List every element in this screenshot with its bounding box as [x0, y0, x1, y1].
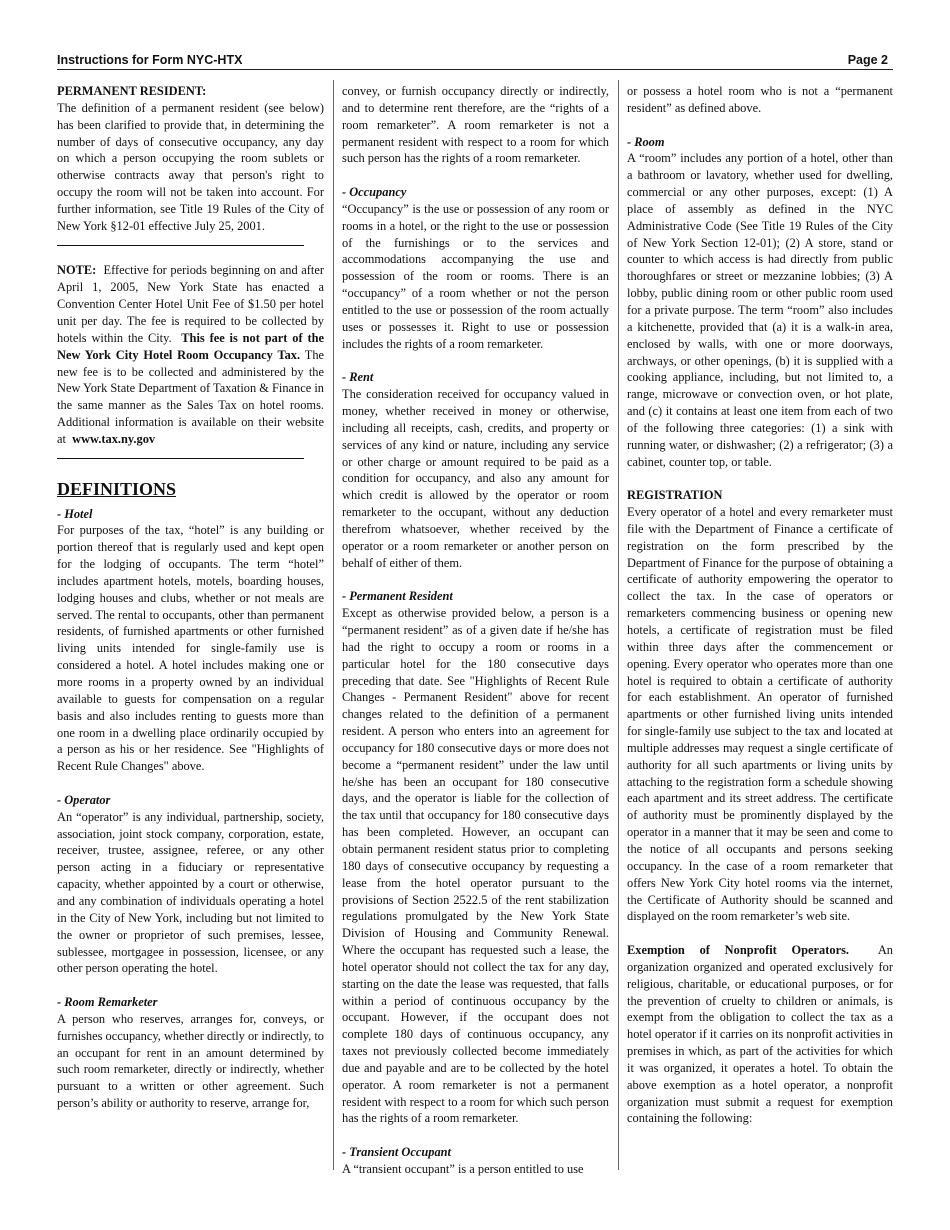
- room-remarketer-heading: - Room Remarketer: [57, 995, 158, 1010]
- transient-occupant-continued: or possess a hotel room who is not a “permanent resident” as defined above.: [627, 84, 893, 115]
- note-bold-text: This fee is not part of the New York City Hotel Room Occupancy Tax.: [57, 330, 324, 362]
- page-number: Page 2: [847, 53, 888, 67]
- room-remarketer-definition: A person who reserves, arranges for, conveys, or furnishes occupancy, whether directly or indirectly, to an occupant for rent in an amount determined by such room remarketer, directly or indirectly, whether pursuant to a written or other agreement. Such person’s ability or authority to reserve, arrange for,: [57, 1011, 324, 1111]
- section-rule: [57, 458, 304, 459]
- note-text-continued: The new fee is to be collected and administered by the New York State Department of Taxation & Finance in the same manner as the Sales Tax on hotel rooms. Additional information is available on their website at: [57, 347, 325, 446]
- note-paragraph: [57, 262, 324, 447]
- form-title: Instructions for Form NYC-HTX: [57, 53, 243, 67]
- permanent-resident-heading: PERMANENT RESIDENT:: [57, 84, 207, 98]
- tax-website-link[interactable]: www.tax.ny.gov: [72, 431, 156, 446]
- hotel-heading: - Hotel: [57, 506, 93, 521]
- room-definition: A “room” includes any portion of a hotel, other than a bathroom or lavatory, whether used for dwelling, commercial or any other purposes, except: (1) A place of assembly as defined in the NYC Administrative Code (See Title 19 Rules of the City of New York Section 12-01); (2) A store, stand or counter to which access is had directly from public thoroughfares or street or mezzanine lobbies; (3) A lobby, public dining room or other public room used for a private purpose. The term “room” also includes a kitchenette, provided that (a) it is a walk-in area, enclosed by walls, with one or more doorways, archways, or other openings, (b) it is supplied with a cooking appliance, including, but not limited to, a range, microwave or convection oven, or hot plate, and (c) it contains at least one item from each of two of the following three categories: (1) a sink with running water, or dishwasher; (2) a refrigerator; (3) a cabinet, counter top, or table.: [627, 151, 893, 469]
- operator-heading: - Operator: [57, 792, 111, 807]
- operator-definition: An “operator” is any individual, partnership, society, association, joint stock company, corporation, estate, receiver, trustee, assignee, referee, or any other person acting in a fiduciary or representative capacity, whether appointed by a court or otherwise, and any combination of individuals operating a hotel in the City of New York, including but not limited to the owner or proprietor of such premises, lessee, sublessee, mortgagee in possession, licensee, or any other person operating the hotel.: [57, 809, 324, 976]
- exemption-heading: Exemption of Nonprofit Operators.: [627, 943, 849, 958]
- occupancy-definition: “Occupancy” is the use or possession of any room or rooms in a hotel, or the right to the use or possession of the furnishings or to the services and accommodations accompanying the use and possession of the room or rooms. There is an “occupancy” of a room whether or not the person entitled to the use or possession of the room actually uses or possesses it. Right to use or possession includes the rights of a room remarketer.: [342, 201, 609, 351]
- section-rule: [57, 245, 304, 246]
- room-heading: - Room: [627, 134, 665, 149]
- rent-definition: The consideration received for occupancy valued in money, whether received in money or otherwise, including all receipts, cash, credits, and property or services of any kind or nature, including any service or other charge or amount required to be paid as a condition for occupancy, and also any amount for which credit is allowed by the operator or room remarketer to the occupant, without any deduction therefrom whatsoever, whether received by the operator or a room remarketer or another person on behalf of either of them.: [342, 387, 609, 570]
- note-text: Effective for periods beginning on and after April 1, 2005, New York State has enacted a Convention Center Hotel Unit Fee of $1.50 per hotel unit per day. The fee is required to be collected by hotels within the City.: [57, 263, 324, 345]
- permanent-resident-def-heading: - Permanent Resident: [342, 589, 453, 604]
- note-label: NOTE:: [57, 263, 97, 278]
- column-3: [627, 83, 893, 1127]
- header-rule: [57, 69, 893, 70]
- room-remarketer-continued: convey, or furnish occupancy directly or indirectly, and to determine rent therefore, are the “rights of a room remarketer”. A room remarketer is not a permanent resident with respect to a room for which such person has the rights of a room remarketer.: [342, 84, 609, 166]
- registration-text: Every operator of a hotel and every remarketer must file with the Department of Finance a certificate of registration on the form prescribed by the Department of Finance for the purpose of obtaining a certificate of authority empowering the operator to collect the tax. In the case of operators or remarketers commencing business or opening new hotels, a certificate of registration must be filed within three days after the commencement or opening. Every operator who operates more than one hotel is required to obtain a certificate of authority for each establishment. An operator of furnished apartments or other furnished living units intended for single-family use subject to the tax and located at multiple addresses may request a single certificate of authority for all such apartments or living units by attaching to the registration form a schedule showing each apartment and its street address. The certificate of authority must be prominently displayed by the operator in a manner that it may be seen and come to the notice of all occupants and persons seeking occupancy. In the case of a room remarketer that offers New York City hotel rooms via the internet, the Certificate of Authority should be scanned and displayed on the room remarketer’s web site.: [627, 505, 893, 924]
- registration-heading: REGISTRATION: [627, 488, 723, 503]
- column-2: [342, 83, 609, 1178]
- permanent-resident-definition: Except as otherwise provided below, a person is a “permanent resident” as of a given date if he/she has had the right to occupy a room or rooms in a particular hotel for the 180 consecutive days preceding that date. See "Highlights of Recent Rule Changes - Permanent Resident" above for recent changes related to the definition of a permanent resident. A person who enters into an agreement for occupancy for 180 consecutive days or more does not become a “permanent resident” under the law until he/she has been an occupant for 180 consecutive days, and the operator is liable for the collection of the tax until that occupancy for 180 consecutive days has been completed. However, an occupant can obtain permanent resident status prior to completing 180 days of consecutive occupancy by requesting a lease from the hotel operator pursuant to the provisions of Section 2522.5 of the rent stabilization regulations promulgated by the New York State Division of Housing and Community Renewal. Where the occupant has requested such a lease, the hotel operator should not collect the tax for any day, starting on the date the lease was requested, that falls within a period of continuous occupancy by the occupant. However, if the occupant does not complete 180 days of continuous occupancy, any taxes not previously collected become immediately due and payable and are to be collected by the hotel operator. A room remarketer is not a permanent resident with respect to a room for which such person has the rights of a room remarketer.: [342, 606, 609, 1126]
- transient-occupant-definition: A “transient occupant” is a person entitled to use: [342, 1162, 584, 1176]
- permanent-resident-text: The definition of a permanent resident (see below) has been clarified to provide that, in determining the number of days of consecutive occupancy, any day on which a person occupying the room sublets or otherwise contracts away that person's right to occupy the room will not be taken into account. For further information, see Title 19 Rules of the City of New York §12-01 effective July 25, 2001.: [57, 100, 324, 233]
- column-divider: [618, 80, 619, 1170]
- transient-occupant-heading: - Transient Occupant: [342, 1145, 451, 1160]
- definitions-heading: DEFINITIONS: [57, 478, 177, 499]
- column-1: [57, 83, 324, 1112]
- exemption-paragraph: [627, 942, 893, 1127]
- column-divider: [333, 80, 334, 1170]
- occupancy-heading: - Occupancy: [342, 185, 407, 200]
- rent-heading: - Rent: [342, 370, 374, 385]
- hotel-definition: For purposes of the tax, “hotel” is any building or portion thereof that is regularly used and kept open for the lodging of occupants. The term “hotel” includes apartment hotels, motels, boarding houses, lodging houses and clubs, whether or not meals are served. The rental to occupants, other than permanent residents, of furnished apartments or other furnished living units intended for single-family use is considered a hotel. A hotel includes making one or more rooms in a property owned by an individual available to guests for compensation on a regular basis and also includes renting to guests more than one room in a dwelling place ordinarily occupied by a person as his or her residence. See "Highlights of Recent Rule Changes" above.: [57, 523, 324, 774]
- exemption-text: An organization organized and operated exclusively for religious, charitable, or educational purposes, or for the prevention of cruelty to children or animals, is exempt from the obligation to collect the tax as a hotel operator if it carries on its nonprofit activities in premises in which, as part of the activities for which it was organized, it operates a hotel. To obtain the above exemption as a hotel operator, a nonprofit organization must submit a request for exemption containing the following:: [627, 943, 893, 1126]
